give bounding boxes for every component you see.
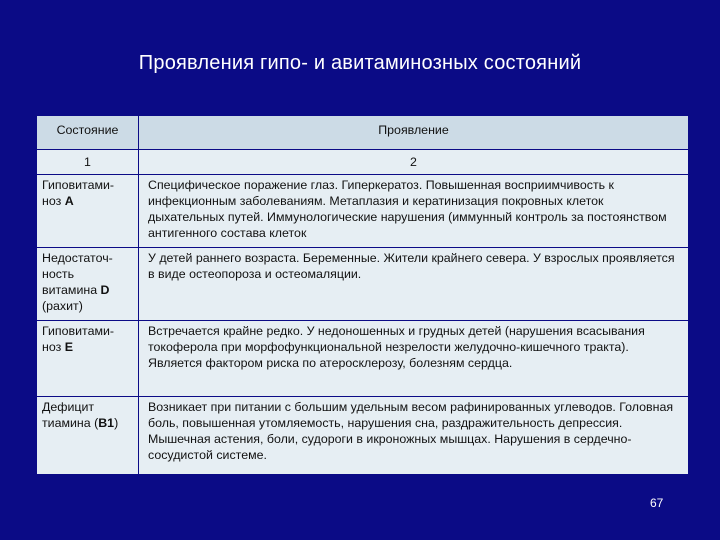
table-row xyxy=(37,248,689,321)
vitamin-table xyxy=(36,115,689,475)
page-number: 67 xyxy=(650,496,664,510)
state-cell: Гиповитами- ноз Е xyxy=(37,321,139,397)
manifestation-cell: Встречается крайне редко. У недоношенных и грудных детей (нарушения всасывания токоферола при морфофункциональной незрелости желудочно-кишечного тракта). Является фактором риска по атеросклерозу, болезням сердца. xyxy=(139,321,689,397)
slide-title: Проявления гипо- и авитаминозных состояний xyxy=(138,52,582,74)
manifestation-cell: Специфическое поражение глаз. Гиперкератоз. Повышенная восприимчивость к инфекционным заболеваниям. Метаплазия и кератинизация покровных клеток дыхательных путей. Иммунологические нарушения (иммунный контроль за постоянством антигенного состава клеток xyxy=(139,175,689,248)
column-number-2: 2 xyxy=(139,150,689,175)
table-row xyxy=(37,175,689,248)
state-cell: Недостаточ- ность витамина D (рахит) xyxy=(37,248,139,321)
table-row xyxy=(37,397,689,475)
header-state: Состояние xyxy=(37,116,139,150)
table-header-row xyxy=(37,116,689,150)
table-row xyxy=(37,321,689,397)
column-number-row xyxy=(37,150,689,175)
manifestation-cell: У детей раннего возраста. Беременные. Жители крайнего севера. У взрослых проявляется в виде остеопороза и остеомаляции. xyxy=(139,248,689,321)
manifestation-cell: Возникает при питании с большим удельным весом рафинированных углеводов. Головная боль, повышенная утомляемость, нарушения сна, раздражительность депрессия. Мышечная астения, боли, судороги в икроножных мышцах. Нарушения в сердечно-сосудистой системе. xyxy=(139,397,689,475)
column-number-1: 1 xyxy=(37,150,139,175)
header-manifestation: Проявление xyxy=(139,116,689,150)
state-cell: Дефицит тиамина (В1) xyxy=(37,397,139,475)
state-cell: Гиповитами- ноз А xyxy=(37,175,139,248)
